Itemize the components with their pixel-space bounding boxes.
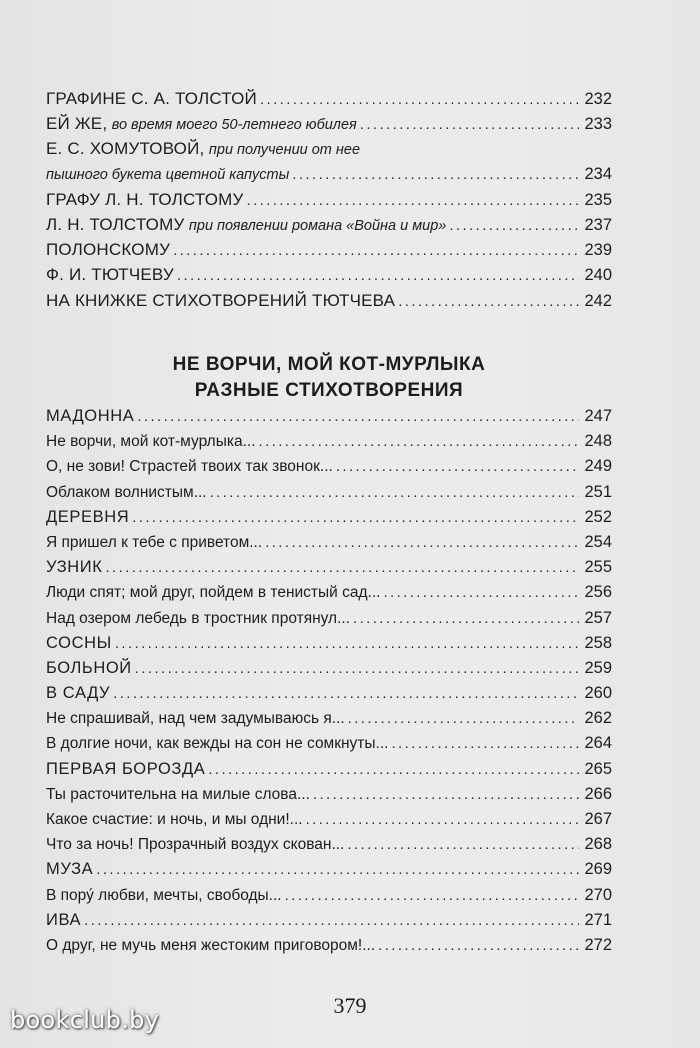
dot-leader xyxy=(378,933,579,958)
toc-entry xyxy=(46,404,612,429)
entry-title: Я пришел к тебе с приветом... xyxy=(46,533,263,551)
entry-title: ГРАФИНЕ С. А. ТОЛСТОЙ xyxy=(46,89,257,108)
dot-leader xyxy=(177,263,579,288)
entry-title: Какое счастие: и ночь, и мы одни!... xyxy=(46,811,303,828)
entry-page: 237 xyxy=(584,215,612,234)
entry-title: Ф. И. ТЮТЧЕВУ xyxy=(46,265,174,285)
toc-top-list xyxy=(46,86,612,313)
toc-entry xyxy=(46,262,612,287)
entry-page: 266 xyxy=(584,784,612,803)
toc-entry xyxy=(46,111,612,136)
dot-leader xyxy=(292,162,579,187)
entry-title: О друг, не мучь меня жестоким приговором!... xyxy=(46,936,376,954)
dot-leader xyxy=(84,908,579,933)
dot-leader xyxy=(353,606,579,631)
dot-leader xyxy=(132,505,579,530)
dot-leader xyxy=(115,631,579,656)
entry-subtitle: при появлении романа «Война и мир» xyxy=(188,217,447,234)
entry-title: МУЗА xyxy=(46,860,94,879)
entry-title: В долгие ночи, как вежды на сон не сомкнуты... xyxy=(46,735,389,753)
entry-title: Облаком волнистым... xyxy=(46,483,207,501)
dot-leader xyxy=(265,530,579,555)
toc-entry xyxy=(46,807,612,832)
toc-bottom-list xyxy=(46,404,612,958)
entry-page: 248 xyxy=(584,432,612,451)
dot-leader xyxy=(210,480,579,505)
toc-entry xyxy=(46,187,612,212)
entry-page: 256 xyxy=(584,583,612,602)
toc-entry xyxy=(46,782,612,807)
entry-title: Не спрашивай, над чем задумываюсь я... xyxy=(46,710,345,728)
dot-leader xyxy=(360,112,579,137)
entry-page: 232 xyxy=(584,90,612,108)
toc-entry xyxy=(46,429,612,454)
dot-leader xyxy=(137,404,579,429)
entry-title: ПЕРВАЯ БОРОЗДА xyxy=(46,759,206,778)
entry-title: Л. Н. ТОЛСТОМУ xyxy=(46,214,185,234)
toc-entry xyxy=(46,757,612,782)
entry-page: 235 xyxy=(584,190,612,209)
dot-leader xyxy=(208,757,579,782)
dot-leader xyxy=(96,857,579,882)
entry-page: 251 xyxy=(584,482,612,501)
entry-title: СОСНЫ xyxy=(46,633,112,652)
toc-entry xyxy=(46,933,612,958)
entry-title: ПОЛОНСКОМУ xyxy=(46,240,171,260)
toc-entry xyxy=(46,883,612,908)
dot-leader xyxy=(336,454,579,479)
section-heading: НЕ ВОРЧИ, МОЙ КОТ-МУРЛЫКА xyxy=(172,354,486,375)
dot-leader xyxy=(391,731,579,756)
entry-page: 255 xyxy=(584,558,612,577)
entry-title: МАДОННА xyxy=(46,407,135,425)
entry-page: 242 xyxy=(584,291,612,310)
entry-title: Не ворчи, мой кот-мурлыка... xyxy=(46,433,256,451)
entry-page: 272 xyxy=(584,935,612,954)
entry-title: БОЛЬНОЙ xyxy=(46,658,132,677)
entry-title: УЗНИК xyxy=(46,558,103,577)
dot-leader xyxy=(285,883,579,908)
entry-subtitle: во время моего 50-летнего юбилея xyxy=(111,117,357,134)
toc-entry xyxy=(46,86,612,111)
toc-entry xyxy=(46,480,612,505)
entry-page: 265 xyxy=(584,759,612,778)
entry-title: Над озером лебедь в тростник протянул... xyxy=(46,609,351,627)
entry-title: Ты расточительна на милые слова... xyxy=(46,785,310,803)
dot-leader xyxy=(348,706,579,731)
dot-leader xyxy=(347,832,579,857)
entry-page: 262 xyxy=(584,709,612,728)
dot-leader xyxy=(313,782,579,807)
entry-page: 270 xyxy=(584,885,612,904)
toc-entry xyxy=(46,454,612,479)
dot-leader xyxy=(398,289,579,314)
entry-page: 269 xyxy=(584,860,612,879)
dot-leader xyxy=(260,87,579,112)
toc-entry xyxy=(46,530,612,555)
entry-page: 252 xyxy=(584,507,612,526)
entry-title: ИВА xyxy=(46,910,82,929)
toc-entry xyxy=(46,631,612,656)
toc-entry xyxy=(46,136,612,186)
entry-page: 271 xyxy=(584,910,612,929)
toc-entry xyxy=(46,237,612,262)
entry-page: 259 xyxy=(584,658,612,677)
entry-page: 234 xyxy=(584,164,612,183)
dot-leader xyxy=(105,555,579,580)
entry-page: 257 xyxy=(584,608,612,627)
dot-leader xyxy=(173,238,579,263)
entry-title: НА КНИЖКЕ СТИХОТВОРЕНИЙ ТЮТЧЕВА xyxy=(46,290,396,310)
toc-entry xyxy=(46,555,612,580)
entry-title: ДЕРЕВНЯ xyxy=(46,507,130,526)
toc-entry xyxy=(46,656,612,681)
entry-subtitle-cont: пышного букета цветной капусты xyxy=(46,166,290,183)
entry-title: ГРАФУ Л. Н. ТОЛСТОМУ xyxy=(46,189,244,209)
entry-page: 267 xyxy=(584,810,612,828)
entry-title: В САДУ xyxy=(46,684,111,703)
dot-leader xyxy=(113,681,579,706)
entry-page: 258 xyxy=(584,633,612,652)
entry-subtitle: при получении от нее xyxy=(208,142,361,159)
entry-page: 260 xyxy=(584,684,612,703)
entry-page: 239 xyxy=(584,241,612,260)
entry-title: О, не зови! Страстей твоих так звонок... xyxy=(46,458,333,476)
entry-title: ЕЙ ЖЕ, xyxy=(46,114,108,134)
toc-entry xyxy=(46,288,612,313)
entry-title: В пору́ любви, мечты, свободы... xyxy=(46,886,282,904)
toc-entry xyxy=(46,212,612,237)
dot-leader xyxy=(259,429,579,454)
entry-page: 240 xyxy=(584,266,612,285)
toc-entry xyxy=(46,580,612,605)
toc-entry xyxy=(46,731,612,756)
entry-page: 268 xyxy=(584,835,612,854)
dot-leader xyxy=(449,213,579,238)
toc-entry xyxy=(46,706,612,731)
toc-entry xyxy=(46,681,612,706)
dot-leader xyxy=(306,807,579,832)
dot-leader xyxy=(383,580,579,605)
entry-page: 247 xyxy=(584,407,612,425)
watermark-logo: bookclub.by xyxy=(10,1006,160,1034)
toc-entry xyxy=(46,505,612,530)
entry-title: Люди спят; мой друг, пойдем в тенистый сад... xyxy=(46,584,381,602)
section-subheading: РАЗНЫЕ СТИХОТВОРЕНИЯ xyxy=(194,380,464,401)
dot-leader xyxy=(247,188,579,213)
page-number: 379 xyxy=(333,993,367,1018)
entry-page: 264 xyxy=(584,734,612,753)
entry-page: 249 xyxy=(584,457,612,476)
toc-entry xyxy=(46,908,612,933)
entry-title: Е. С. ХОМУТОВОЙ, xyxy=(46,139,205,159)
entry-page: 254 xyxy=(584,532,612,551)
entry-title: Что за ночь! Прозрачный воздух скован... xyxy=(46,836,345,854)
toc-entry xyxy=(46,857,612,882)
dot-leader xyxy=(135,656,579,681)
entry-page: 233 xyxy=(584,115,612,134)
toc-entry xyxy=(46,832,612,857)
toc-entry xyxy=(46,606,612,631)
